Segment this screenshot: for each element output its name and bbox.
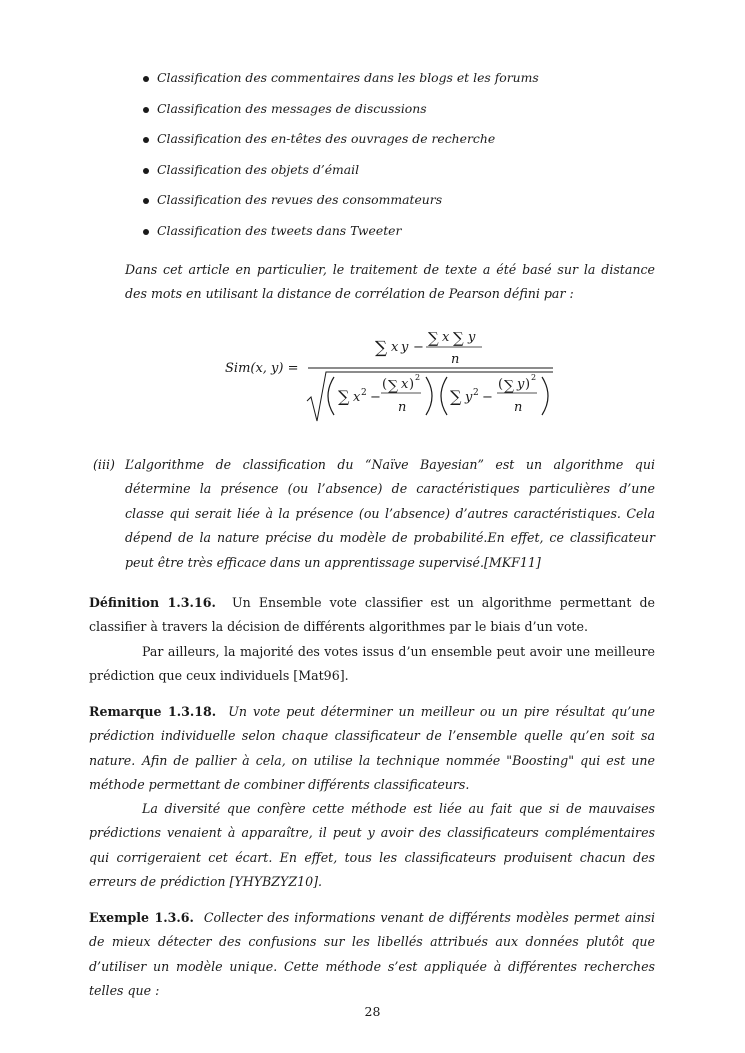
bullet-icon [143,168,149,174]
remarque-paragraph-2: Afin de pallier à cela, on utilise la technique nommée "Boosting" qui est une méthode permettant de combiner différents classificateurs. [89,753,655,793]
var-y: y [517,377,525,392]
pearson-correlation-formula [225,325,565,425]
page-number: 28 [364,1004,381,1019]
bullet-icon [143,229,149,235]
definition-paragraph-2: Par ailleurs, la majorité des votes issus d’un ensemble peut avoir une meilleure prédiction que ceux individuels [Mat96]. [89,644,655,684]
right-paren: ) [409,377,415,392]
classification-bullet-list [143,70,663,254]
sum-symbol: ∑ [375,338,388,358]
var-n: n [514,400,523,415]
exemple-block [89,906,655,1004]
var-n: n [398,400,407,415]
list-item: Classification des tweets dans Tweeter [143,223,663,254]
exponent-2: 2 [531,373,537,382]
list-item: Classification des objets d’émail [143,162,663,193]
pearson-intro-paragraph: Dans cet article en particulier, le traitement de texte a été basé sur la distance des mots en utilisant la distance de corrélation de Pearson défini par : [125,262,655,302]
minus-sign: − [413,340,424,355]
var-x: x [391,340,399,355]
remarque-label: Remarque 1.3.18. [89,704,217,719]
definition-text: Un Ensemble vote classifier est un algorithme permettant de classifier à travers la décision de différents algorithmes par le biais d’un vote. [89,595,655,635]
left-paren: ( [498,377,504,392]
sum-symbol: ∑ [504,378,514,394]
sum-symbol: ∑ [450,387,462,406]
sum-symbol: ∑ [428,329,439,347]
var-x: x [353,390,361,405]
exemple-text: Collecter des informations venant de différents modèles permet ainsi de mieux détecter des confusions sur les libellés attribués aux données plutôt que d’utiliser un modèle unique. Cette méthode s’est appliquée à différentes recherches telles que : [89,910,655,999]
bullet-icon [143,107,149,113]
list-item: Classification des messages de discussions [143,101,663,132]
bullet-icon [143,198,149,204]
var-y: y [468,330,476,345]
definition-label: Définition 1.3.16. [89,595,216,610]
formula-lhs: Sim(x, y) = [225,361,299,376]
sum-symbol: ∑ [388,378,398,394]
remarque-text: Un vote peut déterminer un meilleur ou un pire résultat qu’une prédiction individuelle selon chaque classificateur de l’ensemble quelle qu’en soit sa nature. [89,704,655,768]
var-x: x [442,330,450,345]
minus-sign: − [482,390,493,405]
minus-sign: − [370,390,381,405]
bullet-icon [143,137,149,143]
naive-bayes-paragraph: L’algorithme de classification du “Naïve Bayesian” est un algorithme qui détermine la présence (ou l’absence) de caractéristiques particulières d’une classe qui serait liée à la présence (ou l’absence) d’autres caractéristiques. Cela dépend de la nature précise du modèle de probabilité.En effet, ce classificateur peut être très efficace dans un apprentissage supervisé.[MKF11] [125,457,655,570]
exponent-2: 2 [415,373,421,382]
exponent-2: 2 [473,388,479,398]
sum-symbol: ∑ [338,387,350,406]
list-item: Classification des commentaires dans les blogs et les forums [143,70,663,101]
formula-drawing [225,325,565,425]
definition-block [89,591,655,640]
bullet-icon [143,76,149,82]
var-y: y [401,340,409,355]
enum-label-iii: (iii) [93,457,115,472]
sum-symbol: ∑ [453,329,464,347]
var-n: n [451,352,460,367]
right-paren: ) [525,377,531,392]
exponent-2: 2 [361,388,367,398]
list-item: Classification des en-têtes des ouvrages de recherche [143,131,663,162]
exemple-label: Exemple 1.3.6. [89,910,194,925]
list-item: Classification des revues des consommateurs [143,192,663,223]
var-x: x [401,377,409,392]
remarque-paragraph-3: La diversité que confère cette méthode est liée au fait que si de mauvaises prédictions venaient à apparaître, il peut y avoir des classificateurs complémentaires qui corrigeraient cet écart. En effet, tous les classificateurs produisent chacun des erreurs de prédiction [YHYBZYZ10]. [89,801,655,890]
left-paren: ( [382,377,388,392]
var-y: y [465,390,473,405]
